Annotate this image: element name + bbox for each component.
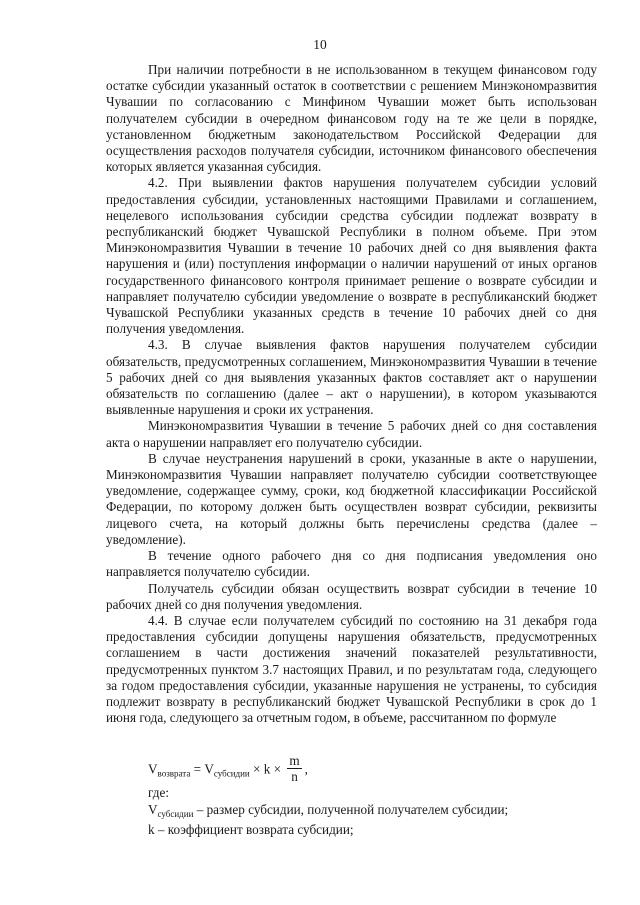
- document-body: [106, 62, 597, 838]
- definition-subsidy: [148, 802, 597, 822]
- paragraph-4-4: 4.4. В случае если получателем субсидий по состоянию на 31 декабря года предоставления субсидии допущены нарушения обязательств, предусмотренных соглашением в части достижения значений показателей результативности, предусмотренных пунктом 3.7 настоящих Правил, и по результатам года, следующего за годом предоставления субсидии, указанные нарушения не устранены, то субсидия подлежит возврату в республиканский бюджет Чувашской Республики в срок до 1 июня года, следующего за отчетным годом, в объеме, рассчитанном по формуле: [106, 612, 597, 726]
- paragraph-4-3: 4.3. В случае выявления фактов нарушения получателем субсидии обязательств, предусмотренных соглашением, Минэкономразвития Чувашии в течение 5 рабочих дней со дня выявления указанных фактов составляет акт о нарушении обязательств по соглашению (далее – акт о нарушении), в котором указываются выявленные нарушения и сроки их устранения.: [106, 337, 597, 418]
- paragraph-return-obligation: Получатель субсидии обязан осуществить возврат субсидии в течение 10 рабочих дней со дня получения уведомления.: [106, 580, 597, 612]
- definition-subsidy-subscript: субсидии: [157, 808, 194, 819]
- formula-multipliers: × k ×: [249, 761, 285, 777]
- formula-line: [148, 755, 308, 786]
- paragraph-4-2: 4.2. При выявлении фактов нарушения получателем субсидии условий предоставления субсидии, установленных настоящими Правилами и соглашением, нецелевого использования субсидии средства субсидии подлежат возврату в республиканский бюджет Чувашской Республики в полном объеме. При этом Минэкономразвития Чувашии в течение 10 рабочих дней со дня выявления факта нарушения и (или) поступления информации о наличии нарушений от иных органов государственного финансового контроля принимает решение о возврате субсидии и направляет получателю субсидии уведомление о возврате в республиканский бюджет Чувашской Республики указанных средств в течение 10 рабочих дней со дня получения уведомления.: [106, 175, 597, 337]
- paragraph-unused-balance: При наличии потребности в не использованном в текущем финансовом году остатке субсидии указанный остаток в соответствии с решением Минэкономразвития Чувашии по согласованию с Минфином Чувашии может быть использован получателем субсидии в очередном финансовом году на те же цели в порядке, установленном бюджетным законодательством Российской Федерации для осуществления расходов получателя субсидии, источником финансового обеспечения которых является указанная субсидия.: [106, 62, 597, 175]
- paragraph-notification-sending: В течение одного рабочего дня со дня подписания уведомления оно направляется получателю субсидии.: [106, 548, 597, 580]
- paragraph-act-sending: Минэкономразвития Чувашии в течение 5 рабочих дней со дня составления акта о нарушении направляет его получателю субсидии.: [106, 418, 597, 450]
- fraction-numerator: m: [289, 753, 300, 769]
- formula-tail: ,: [304, 761, 308, 777]
- formula-v: V: [204, 761, 214, 777]
- definition-k: k – коэффициент возврата субсидии;: [148, 821, 354, 837]
- formula-lhs-subscript: возврата: [157, 768, 191, 779]
- formula-definitions: [148, 785, 597, 838]
- return-formula: [148, 743, 597, 785]
- page-number: 10: [313, 37, 327, 52]
- formula-v-subscript: субсидии: [213, 768, 250, 779]
- definitions-where: где:: [148, 785, 169, 801]
- definition-subsidy-symbol: V: [148, 801, 158, 817]
- paragraph-notification: В случае неустранения нарушений в сроки, указанные в акте о нарушении, Минэкономразвития Чувашии направляет получателю субсидии соответствующее уведомление, содержащее сумму, сроки, код бюджетной классификации Российской Федерации, по которому должен быть осуществлен возврат субсидии, реквизиты лицевого счета, на который должны быть перечислены средства (далее – уведомление).: [106, 450, 597, 547]
- formula-fraction: [287, 753, 301, 784]
- formula-equals: =: [190, 761, 205, 777]
- fraction-denominator: n: [291, 769, 298, 785]
- definition-subsidy-text: – размер субсидии, полученной получателем субсидии;: [193, 801, 509, 817]
- formula-lhs: V: [148, 761, 158, 777]
